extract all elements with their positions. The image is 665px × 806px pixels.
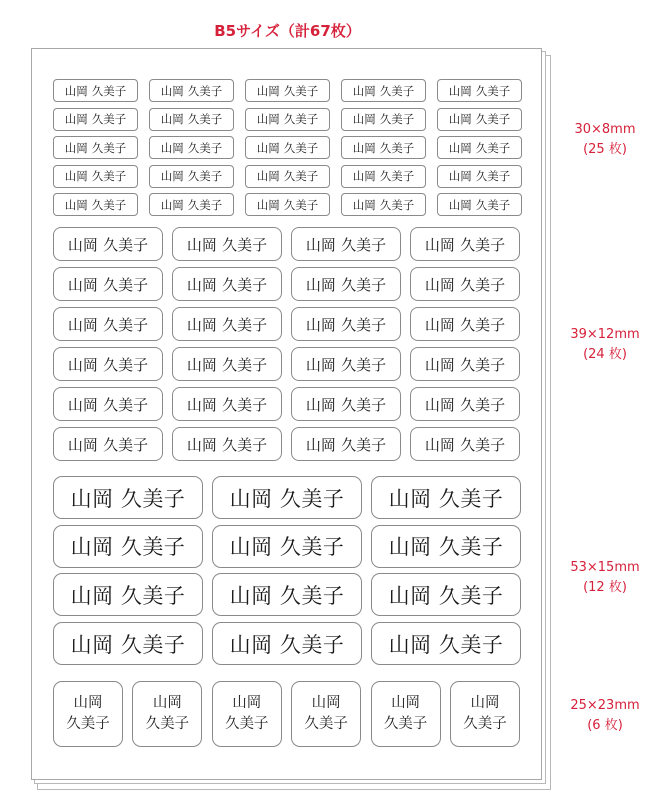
label-given-name: 久美子 bbox=[460, 315, 506, 334]
label-surname: 山岡 bbox=[67, 435, 98, 454]
label-surname: 山岡 bbox=[305, 235, 336, 254]
name-label bbox=[371, 476, 521, 519]
name-label bbox=[212, 622, 362, 665]
label-surname: 山岡 bbox=[229, 535, 273, 560]
label-given-name: 久美子 bbox=[379, 169, 415, 183]
label-surname: 山岡 bbox=[424, 315, 455, 334]
label-given-name: 久美子 bbox=[222, 235, 268, 254]
label-given-name: 久美子 bbox=[187, 140, 223, 155]
name-label bbox=[53, 573, 203, 616]
name-label bbox=[291, 267, 401, 301]
size-note-dimensions: 39×12mm bbox=[570, 327, 640, 342]
name-label bbox=[291, 227, 401, 261]
label-given-name: 久美子 bbox=[283, 197, 319, 212]
label-surname: 山岡 bbox=[448, 112, 472, 126]
label-surname: 山岡 bbox=[229, 583, 273, 608]
name-label bbox=[53, 79, 138, 102]
name-label bbox=[172, 307, 282, 341]
label-given-name: 久美子 bbox=[460, 395, 506, 414]
label-grid-25x23 bbox=[53, 681, 520, 747]
label-surname: 山岡 bbox=[352, 83, 376, 98]
label-surname: 山岡 bbox=[391, 695, 421, 711]
label-surname: 山岡 bbox=[73, 695, 103, 711]
size-note-53x15 bbox=[550, 558, 660, 598]
label-given-name: 久美子 bbox=[304, 716, 348, 732]
label-given-name: 久美子 bbox=[341, 275, 387, 294]
label-given-name: 久美子 bbox=[283, 83, 319, 98]
name-label bbox=[341, 136, 426, 159]
size-note-count: (25 枚) bbox=[583, 142, 627, 157]
label-given-name: 久美子 bbox=[103, 355, 149, 374]
label-given-name: 久美子 bbox=[187, 169, 223, 183]
size-note-dimensions: 30×8mm bbox=[574, 122, 636, 137]
label-given-name: 久美子 bbox=[341, 315, 387, 334]
name-label bbox=[410, 227, 520, 261]
label-surname: 山岡 bbox=[424, 275, 455, 294]
name-label bbox=[53, 427, 163, 461]
label-given-name: 久美子 bbox=[187, 112, 223, 126]
size-note-30x8 bbox=[550, 120, 660, 160]
label-surname: 山岡 bbox=[70, 583, 114, 608]
name-label bbox=[149, 108, 234, 131]
label-given-name: 久美子 bbox=[120, 535, 186, 560]
label-surname: 山岡 bbox=[67, 235, 98, 254]
label-surname: 山岡 bbox=[388, 535, 432, 560]
size-note-count: (6 枚) bbox=[587, 718, 623, 733]
label-surname: 山岡 bbox=[186, 275, 217, 294]
label-surname: 山岡 bbox=[70, 632, 114, 657]
label-surname: 山岡 bbox=[229, 632, 273, 657]
label-surname: 山岡 bbox=[352, 140, 376, 155]
label-given-name: 久美子 bbox=[475, 83, 511, 98]
label-surname: 山岡 bbox=[70, 535, 114, 560]
name-label bbox=[291, 427, 401, 461]
name-label bbox=[53, 622, 203, 665]
label-surname: 山岡 bbox=[64, 83, 88, 98]
label-surname: 山岡 bbox=[470, 695, 500, 711]
name-label bbox=[53, 387, 163, 421]
label-given-name: 久美子 bbox=[475, 140, 511, 155]
label-given-name: 久美子 bbox=[222, 435, 268, 454]
label-given-name: 久美子 bbox=[379, 197, 415, 212]
label-given-name: 久美子 bbox=[222, 395, 268, 414]
size-note-count: (24 枚) bbox=[583, 347, 627, 362]
label-surname: 山岡 bbox=[229, 486, 273, 511]
label-surname: 山岡 bbox=[160, 83, 184, 98]
label-surname: 山岡 bbox=[256, 112, 280, 126]
label-given-name: 久美子 bbox=[279, 583, 345, 608]
label-given-name: 久美子 bbox=[379, 83, 415, 98]
label-surname: 山岡 bbox=[424, 435, 455, 454]
label-given-name: 久美子 bbox=[475, 169, 511, 183]
label-given-name: 久美子 bbox=[438, 535, 504, 560]
name-label bbox=[212, 476, 362, 519]
label-surname: 山岡 bbox=[311, 695, 341, 711]
label-given-name: 久美子 bbox=[145, 716, 190, 732]
name-label bbox=[132, 681, 202, 747]
label-given-name: 久美子 bbox=[187, 197, 223, 212]
label-surname: 山岡 bbox=[305, 275, 336, 294]
label-surname: 山岡 bbox=[186, 235, 217, 254]
label-surname: 山岡 bbox=[424, 395, 455, 414]
name-label bbox=[53, 267, 163, 301]
name-label bbox=[341, 165, 426, 188]
name-label bbox=[437, 108, 522, 131]
label-given-name: 久美子 bbox=[279, 535, 345, 560]
label-given-name: 久美子 bbox=[120, 583, 186, 608]
label-given-name: 久美子 bbox=[91, 112, 127, 126]
size-note-dimensions: 53×15mm bbox=[570, 560, 640, 575]
name-label bbox=[172, 267, 282, 301]
label-surname: 山岡 bbox=[186, 395, 217, 414]
label-given-name: 久美子 bbox=[460, 355, 506, 374]
label-surname: 山岡 bbox=[388, 583, 432, 608]
label-given-name: 久美子 bbox=[103, 435, 149, 454]
size-note-25x23 bbox=[550, 696, 660, 736]
label-given-name: 久美子 bbox=[120, 486, 186, 511]
name-label bbox=[53, 476, 203, 519]
label-surname: 山岡 bbox=[352, 169, 376, 183]
name-label bbox=[410, 307, 520, 341]
label-surname: 山岡 bbox=[186, 315, 217, 334]
name-label bbox=[291, 387, 401, 421]
label-given-name: 久美子 bbox=[103, 235, 149, 254]
label-surname: 山岡 bbox=[424, 355, 455, 374]
label-surname: 山岡 bbox=[64, 140, 88, 155]
name-label bbox=[172, 387, 282, 421]
name-label bbox=[172, 427, 282, 461]
label-surname: 山岡 bbox=[160, 169, 184, 183]
label-surname: 山岡 bbox=[67, 275, 98, 294]
label-surname: 山岡 bbox=[352, 197, 376, 212]
name-label bbox=[149, 193, 234, 216]
name-label bbox=[410, 347, 520, 381]
label-given-name: 久美子 bbox=[475, 197, 511, 212]
label-given-name: 久美子 bbox=[120, 632, 186, 657]
label-given-name: 久美子 bbox=[475, 112, 511, 126]
label-given-name: 久美子 bbox=[279, 486, 345, 511]
label-given-name: 久美子 bbox=[91, 169, 127, 183]
name-label bbox=[371, 525, 521, 568]
label-given-name: 久美子 bbox=[91, 197, 127, 212]
label-surname: 山岡 bbox=[152, 695, 182, 711]
label-surname: 山岡 bbox=[448, 140, 472, 155]
name-label bbox=[53, 165, 138, 188]
label-given-name: 久美子 bbox=[341, 395, 387, 414]
label-surname: 山岡 bbox=[388, 632, 432, 657]
label-surname: 山岡 bbox=[67, 315, 98, 334]
name-label bbox=[291, 347, 401, 381]
label-given-name: 久美子 bbox=[383, 716, 428, 732]
name-label bbox=[53, 136, 138, 159]
name-label bbox=[53, 193, 138, 216]
label-surname: 山岡 bbox=[160, 112, 184, 126]
label-surname: 山岡 bbox=[186, 355, 217, 374]
name-label bbox=[291, 307, 401, 341]
label-given-name: 久美子 bbox=[463, 716, 507, 732]
label-given-name: 久美子 bbox=[103, 275, 149, 294]
name-label bbox=[437, 79, 522, 102]
name-label bbox=[291, 681, 361, 747]
label-given-name: 久美子 bbox=[341, 435, 387, 454]
label-given-name: 久美子 bbox=[222, 355, 268, 374]
name-label bbox=[149, 165, 234, 188]
name-label bbox=[172, 227, 282, 261]
label-surname: 山岡 bbox=[305, 395, 336, 414]
label-given-name: 久美子 bbox=[283, 140, 319, 155]
label-given-name: 久美子 bbox=[341, 355, 387, 374]
label-grid-39x12 bbox=[53, 227, 520, 461]
name-label bbox=[437, 193, 522, 216]
label-given-name: 久美子 bbox=[91, 140, 127, 155]
label-given-name: 久美子 bbox=[460, 275, 506, 294]
label-grid-53x15 bbox=[53, 476, 521, 665]
name-label bbox=[245, 79, 330, 102]
label-surname: 山岡 bbox=[388, 486, 432, 511]
size-note-dimensions: 25×23mm bbox=[570, 698, 640, 713]
label-given-name: 久美子 bbox=[438, 486, 504, 511]
label-surname: 山岡 bbox=[305, 315, 336, 334]
name-label bbox=[410, 427, 520, 461]
label-surname: 山岡 bbox=[160, 197, 184, 212]
label-given-name: 久美子 bbox=[91, 83, 127, 98]
label-surname: 山岡 bbox=[448, 83, 472, 98]
label-surname: 山岡 bbox=[256, 83, 280, 98]
name-label bbox=[410, 267, 520, 301]
name-label bbox=[245, 108, 330, 131]
label-grid-30x8 bbox=[53, 79, 522, 216]
label-surname: 山岡 bbox=[64, 169, 88, 183]
name-label bbox=[371, 681, 441, 747]
label-surname: 山岡 bbox=[448, 169, 472, 183]
label-surname: 山岡 bbox=[64, 197, 88, 212]
label-given-name: 久美子 bbox=[103, 315, 149, 334]
label-given-name: 久美子 bbox=[225, 716, 269, 732]
label-surname: 山岡 bbox=[305, 355, 336, 374]
name-label bbox=[245, 136, 330, 159]
name-label bbox=[212, 681, 282, 747]
name-label bbox=[410, 387, 520, 421]
label-surname: 山岡 bbox=[232, 695, 262, 711]
label-given-name: 久美子 bbox=[279, 632, 345, 657]
name-label bbox=[437, 165, 522, 188]
name-label bbox=[371, 622, 521, 665]
label-given-name: 久美子 bbox=[283, 169, 319, 183]
name-label bbox=[341, 79, 426, 102]
label-surname: 山岡 bbox=[305, 435, 336, 454]
name-label bbox=[437, 136, 522, 159]
size-note-39x12 bbox=[550, 325, 660, 365]
label-given-name: 久美子 bbox=[103, 395, 149, 414]
name-label bbox=[450, 681, 520, 747]
name-label bbox=[245, 193, 330, 216]
label-surname: 山岡 bbox=[256, 197, 280, 212]
label-given-name: 久美子 bbox=[379, 112, 415, 126]
label-surname: 山岡 bbox=[64, 112, 88, 126]
name-label bbox=[245, 165, 330, 188]
label-surname: 山岡 bbox=[352, 112, 376, 126]
name-label bbox=[212, 573, 362, 616]
sheet-title: B5サイズ（計67枚） bbox=[214, 22, 361, 40]
name-label bbox=[149, 136, 234, 159]
name-label bbox=[53, 227, 163, 261]
label-given-name: 久美子 bbox=[187, 83, 223, 98]
label-given-name: 久美子 bbox=[438, 632, 504, 657]
size-note-count: (12 枚) bbox=[583, 580, 627, 595]
label-given-name: 久美子 bbox=[222, 275, 268, 294]
name-label bbox=[212, 525, 362, 568]
name-label bbox=[53, 525, 203, 568]
label-given-name: 久美子 bbox=[438, 583, 504, 608]
name-label bbox=[53, 307, 163, 341]
label-given-name: 久美子 bbox=[379, 140, 415, 155]
name-label bbox=[53, 108, 138, 131]
label-given-name: 久美子 bbox=[460, 235, 506, 254]
name-label bbox=[53, 681, 123, 747]
name-label bbox=[341, 193, 426, 216]
label-surname: 山岡 bbox=[70, 486, 114, 511]
label-surname: 山岡 bbox=[67, 395, 98, 414]
label-surname: 山岡 bbox=[424, 235, 455, 254]
label-given-name: 久美子 bbox=[341, 235, 387, 254]
label-given-name: 久美子 bbox=[66, 716, 110, 732]
label-surname: 山岡 bbox=[256, 140, 280, 155]
name-label bbox=[149, 79, 234, 102]
label-given-name: 久美子 bbox=[222, 315, 268, 334]
label-given-name: 久美子 bbox=[460, 435, 506, 454]
label-surname: 山岡 bbox=[160, 140, 184, 155]
label-surname: 山岡 bbox=[256, 169, 280, 183]
label-surname: 山岡 bbox=[67, 355, 98, 374]
label-given-name: 久美子 bbox=[283, 112, 319, 126]
label-surname: 山岡 bbox=[186, 435, 217, 454]
name-label bbox=[172, 347, 282, 381]
label-surname: 山岡 bbox=[448, 197, 472, 212]
name-label bbox=[53, 347, 163, 381]
name-label bbox=[371, 573, 521, 616]
name-label bbox=[341, 108, 426, 131]
